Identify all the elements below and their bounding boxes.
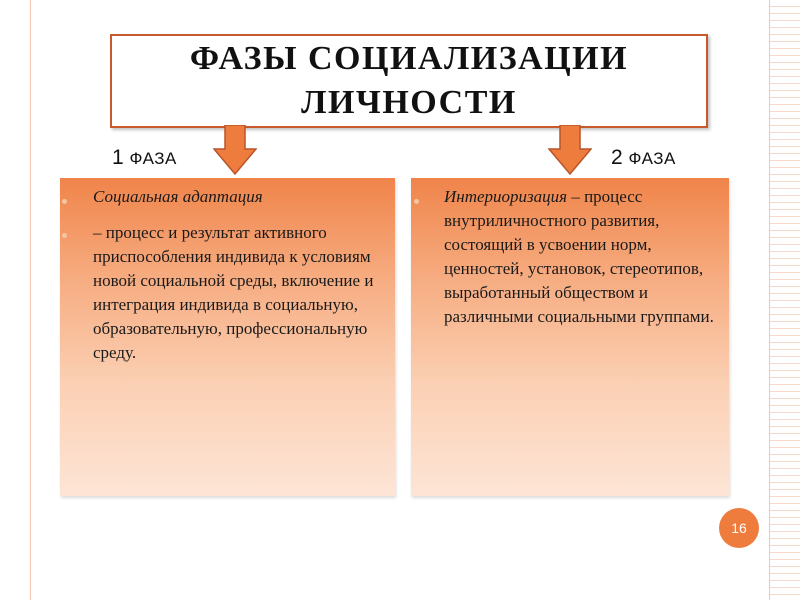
phase-2-description	[444, 185, 724, 329]
title-box	[110, 34, 708, 128]
phase-2-text: – процесс внутриличностного развития, состоящий в усвоении норм, ценностей, установок, стереотипов, выработанный обществом и различными социальными группами.	[444, 187, 714, 326]
bullet-icon	[62, 233, 67, 238]
down-arrow-icon	[213, 125, 257, 175]
phase-1-card	[60, 178, 395, 496]
phase-1-number: 1	[112, 146, 124, 169]
phase-2-number: 2	[611, 146, 623, 169]
down-arrow-icon	[548, 125, 592, 175]
title-line-1: ФАЗЫ СОЦИАЛИЗАЦИИ	[189, 40, 629, 77]
phase-1-description: – процесс и результат активного приспособления индивида к условиям новой социальной среды, включение и интеграция индивида в социальную, образовательную, профессиональную среду.	[93, 223, 374, 362]
phase-1-word: ФАЗА	[129, 149, 177, 168]
page-number-badge: 16	[719, 508, 759, 548]
phase-2-label	[611, 146, 676, 170]
decorative-edge	[770, 0, 800, 600]
phase-2-term: Интериоризация	[444, 187, 568, 206]
phase-2-card	[411, 178, 729, 496]
bullet-icon	[62, 199, 67, 204]
phase-1-label	[112, 146, 177, 170]
phase-2-word: ФАЗА	[628, 149, 676, 168]
title-line-2: ЛИЧНОСТИ	[301, 84, 517, 121]
bullet-icon	[414, 199, 419, 204]
slide-title	[190, 37, 628, 125]
phase-1-heading: Социальная адаптация	[93, 187, 263, 206]
